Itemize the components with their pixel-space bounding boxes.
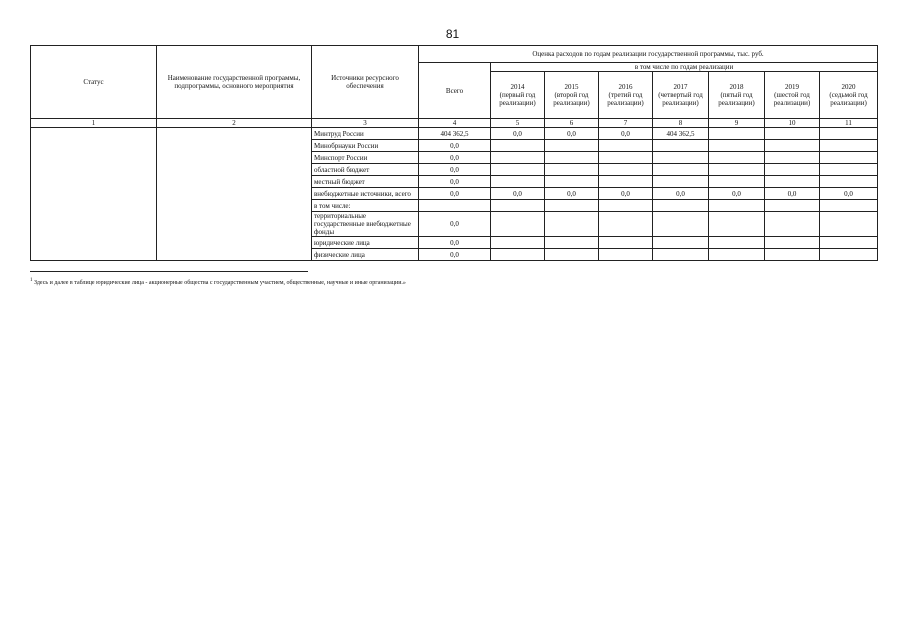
value-cell: [653, 249, 709, 261]
year-note: (седьмой год реализации): [829, 91, 868, 108]
value-cell: 0,0: [653, 188, 709, 200]
column-number: 8: [653, 119, 709, 128]
value-cell: [820, 176, 878, 188]
value-cell: [765, 237, 820, 249]
header-in-which: в том числе по годам реализации: [491, 63, 878, 72]
value-cell: 0,0: [419, 237, 491, 249]
value-cell: 0,0: [709, 188, 765, 200]
value-cell: [709, 140, 765, 152]
value-cell: [765, 152, 820, 164]
value-cell: [491, 140, 545, 152]
value-cell: [765, 128, 820, 140]
value-cell: [653, 140, 709, 152]
value-cell: [709, 176, 765, 188]
value-cell: [599, 164, 653, 176]
header-year-2016: [599, 72, 653, 119]
value-cell: 404 362,5: [653, 128, 709, 140]
value-cell: 0,0: [419, 152, 491, 164]
value-cell: [820, 128, 878, 140]
value-cell: [491, 152, 545, 164]
value-cell: [820, 237, 878, 249]
value-cell: [545, 249, 599, 261]
value-cell: [545, 164, 599, 176]
year-label: 2016: [618, 82, 633, 91]
source-cell: в том числе:: [312, 200, 419, 212]
value-cell: 0,0: [599, 188, 653, 200]
column-number: 4: [419, 119, 491, 128]
value-cell: 0,0: [599, 128, 653, 140]
program-name-cell: [157, 128, 312, 261]
value-cell: 0,0: [419, 188, 491, 200]
page-number: 81: [445, 27, 460, 41]
source-cell: Минобрнауки России: [312, 140, 419, 152]
value-cell: [545, 152, 599, 164]
header-year-2017: [653, 72, 709, 119]
value-cell: 0,0: [765, 188, 820, 200]
column-number: 7: [599, 119, 653, 128]
value-cell: [491, 176, 545, 188]
value-cell: [545, 200, 599, 212]
value-cell: [653, 237, 709, 249]
value-cell: [709, 200, 765, 212]
header-year-2019: [765, 72, 820, 119]
source-cell: территориальные государственные внебюджетные фонды: [312, 212, 419, 237]
value-cell: [765, 200, 820, 212]
source-cell: внебюджетные источники, всего: [312, 188, 419, 200]
year-label: 2018: [729, 82, 744, 91]
value-cell: 404 362,5: [419, 128, 491, 140]
value-cell: [491, 200, 545, 212]
column-number: 11: [820, 119, 878, 128]
value-cell: 0,0: [419, 164, 491, 176]
year-note: (пятый год реализации): [718, 91, 755, 108]
year-note: (первый год реализации): [499, 91, 536, 108]
source-cell: Минспорт России: [312, 152, 419, 164]
value-cell: [419, 200, 491, 212]
value-cell: [599, 249, 653, 261]
value-cell: [653, 212, 709, 237]
source-cell: физические лица: [312, 249, 419, 261]
value-cell: 0,0: [419, 140, 491, 152]
header-year-2014: [491, 72, 545, 119]
source-cell: местный бюджет: [312, 176, 419, 188]
value-cell: [491, 237, 545, 249]
header-year-2018: [709, 72, 765, 119]
value-cell: 0,0: [419, 176, 491, 188]
value-cell: [599, 152, 653, 164]
value-cell: [820, 164, 878, 176]
column-number: 1: [31, 119, 157, 128]
value-cell: [545, 212, 599, 237]
header-year-2020: [820, 72, 878, 119]
column-number: 6: [545, 119, 599, 128]
column-number: 9: [709, 119, 765, 128]
column-number: 3: [312, 119, 419, 128]
year-note: (третий год реализации): [607, 91, 644, 108]
value-cell: [820, 152, 878, 164]
source-cell: Минтруд России: [312, 128, 419, 140]
expenditure-table: [30, 45, 878, 261]
value-cell: 0,0: [491, 188, 545, 200]
year-label: 2019: [785, 82, 799, 91]
value-cell: [709, 128, 765, 140]
value-cell: [820, 200, 878, 212]
year-label: 2020: [841, 82, 856, 91]
table-row: [31, 128, 878, 140]
value-cell: [599, 237, 653, 249]
value-cell: [765, 176, 820, 188]
value-cell: [709, 152, 765, 164]
value-cell: [653, 200, 709, 212]
value-cell: 0,0: [491, 128, 545, 140]
header-name: Наименование государственной программы, подпрограммы, основного мероприятия: [157, 46, 312, 119]
value-cell: [599, 200, 653, 212]
value-cell: [709, 237, 765, 249]
value-cell: [599, 176, 653, 188]
value-cell: [599, 140, 653, 152]
value-cell: [765, 212, 820, 237]
value-cell: 0,0: [419, 212, 491, 237]
value-cell: [545, 140, 599, 152]
value-cell: [545, 176, 599, 188]
value-cell: [653, 164, 709, 176]
value-cell: [599, 212, 653, 237]
header-total: Всего: [419, 63, 491, 119]
column-number: 2: [157, 119, 312, 128]
footnote-text: Здесь и далее в таблице юридические лица - акционерные общества с государственным участием, общественные, научные и иные организации.»: [34, 280, 406, 286]
value-cell: 0,0: [419, 249, 491, 261]
header-sources: Источники ресурсного обеспечения: [312, 46, 419, 119]
year-note: (второй год реализации): [553, 91, 590, 108]
value-cell: [765, 164, 820, 176]
footnote-marker: 1: [30, 278, 33, 283]
year-note: (четвертый год реализации): [658, 91, 703, 108]
value-cell: [491, 164, 545, 176]
value-cell: [820, 212, 878, 237]
value-cell: 0,0: [820, 188, 878, 200]
value-cell: [820, 249, 878, 261]
value-cell: [491, 249, 545, 261]
footnote: [30, 278, 406, 286]
year-label: 2015: [564, 82, 579, 91]
value-cell: 0,0: [545, 188, 599, 200]
value-cell: [765, 249, 820, 261]
year-note: (шестой год реализации): [773, 91, 811, 108]
value-cell: [491, 212, 545, 237]
source-cell: юридические лица: [312, 237, 419, 249]
value-cell: [765, 140, 820, 152]
status-cell: [31, 128, 157, 261]
source-cell: областной бюджет: [312, 164, 419, 176]
value-cell: [545, 237, 599, 249]
header-year-2015: [545, 72, 599, 119]
header-status: Статус: [31, 46, 157, 119]
value-cell: [709, 164, 765, 176]
value-cell: 0,0: [545, 128, 599, 140]
value-cell: [653, 152, 709, 164]
header-estimate: Оценка расходов по годам реализации государственной программы, тыс. руб.: [419, 46, 878, 63]
value-cell: [709, 212, 765, 237]
year-label: 2014: [510, 82, 525, 91]
value-cell: [709, 249, 765, 261]
column-number: 10: [765, 119, 820, 128]
value-cell: [653, 176, 709, 188]
footnote-divider: [30, 271, 308, 272]
value-cell: [820, 140, 878, 152]
column-number: 5: [491, 119, 545, 128]
year-label: 2017: [673, 82, 688, 91]
